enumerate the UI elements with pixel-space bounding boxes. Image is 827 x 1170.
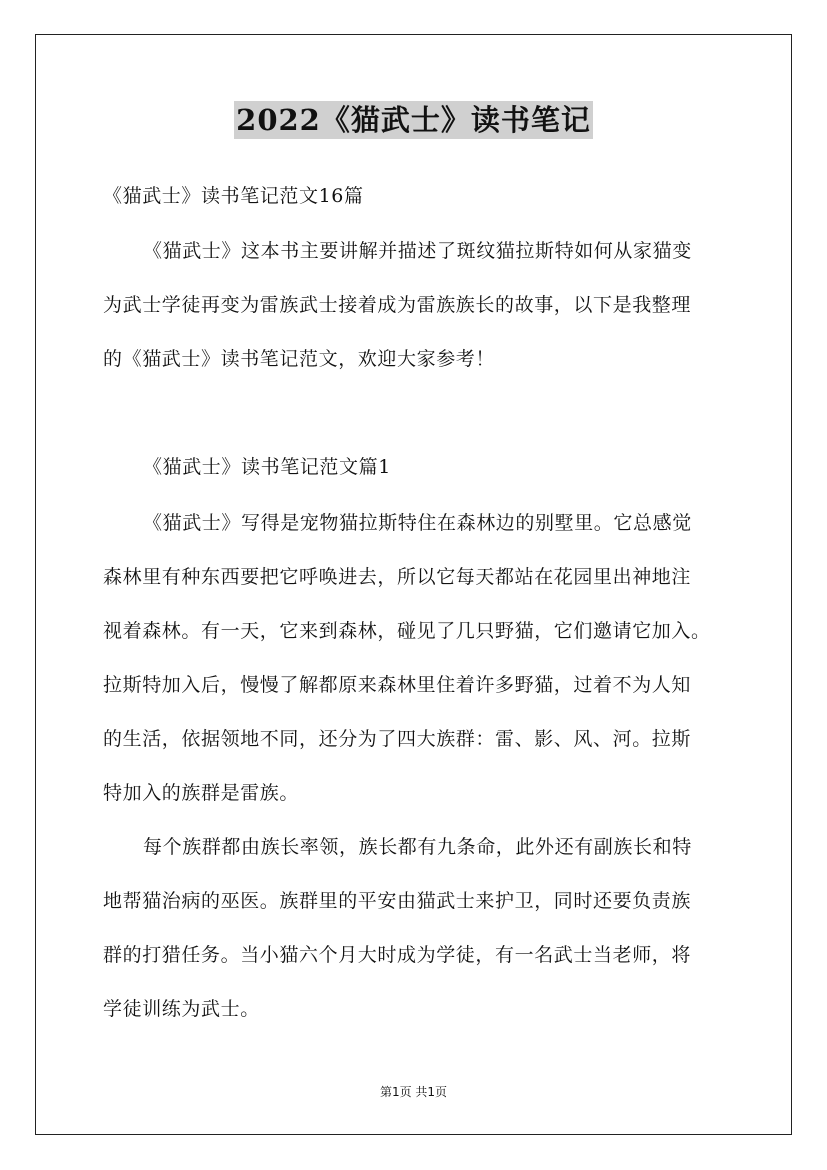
intro-line: 《猫武士》这本书主要讲解并描述了斑纹猫拉斯特如何从家猫变: [143, 240, 692, 262]
title-text: 2022《猫武士》读书笔记: [236, 103, 591, 137]
paragraph1-line: 《猫武士》写得是宠物猫拉斯特住在森林边的别墅里。它总感觉: [143, 512, 692, 534]
section-heading: 《猫武士》读书笔记范文篇1: [143, 456, 391, 478]
paragraph2-line: 群的打猎任务。当小猫六个月大时成为学徒，有一名武士当老师，将: [103, 944, 692, 966]
paragraph1-line: 的生活，依据领地不同，还分为了四大族群：雷、影、风、河。拉斯: [103, 728, 692, 750]
page-footer: 第1页 共1页: [379, 1085, 448, 1099]
paragraph1-line: 特加入的族群是雷族。: [103, 782, 300, 804]
paragraph1-line: 视着森林。有一天，它来到森林，碰见了几只野猫，它们邀请它加入。: [103, 620, 711, 642]
document-title: [0, 100, 827, 140]
paragraph1-line: 森林里有种东西要把它呼唤进去，所以它每天都站在花园里出神地注: [103, 566, 692, 588]
intro-line: 为武士学徒再变为雷族武士接着成为雷族族长的故事，以下是我整理: [103, 294, 692, 316]
paragraph2-line: 每个族群都由族长率领，族长都有九条命，此外还有副族长和特: [143, 836, 692, 858]
paragraph2-line: 学徒训练为武士。: [103, 998, 260, 1020]
paragraph2-line: 地帮猫治病的巫医。族群里的平安由猫武士来护卫，同时还要负责族: [103, 890, 692, 912]
subtitle: 《猫武士》读书笔记范文16篇: [103, 185, 364, 207]
intro-line: 的《猫武士》读书笔记范文，欢迎大家参考！: [103, 348, 496, 370]
paragraph1-line: 拉斯特加入后，慢慢了解都原来森林里住着许多野猫，过着不为人知: [103, 674, 692, 696]
